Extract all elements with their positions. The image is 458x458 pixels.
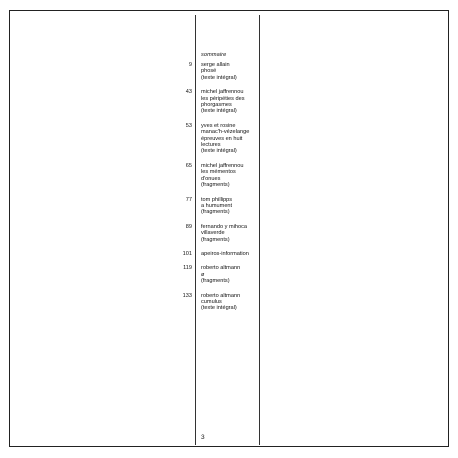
toc-line: ø: [201, 271, 205, 278]
toc-entry-text: [201, 89, 260, 115]
toc-line: phorgasmes: [201, 102, 232, 109]
toc-line: roberto altmann: [201, 292, 241, 299]
toc-page-number: 77: [185, 196, 192, 203]
toc-line: (fragments): [201, 236, 230, 243]
toc-entry-text: [201, 62, 260, 81]
page-border-bottom: [9, 446, 449, 447]
toc-line: lectures: [201, 142, 221, 149]
toc-line: (texte intégral): [201, 305, 237, 312]
toc-line: les mémentos: [201, 169, 236, 176]
toc-entry: [160, 123, 260, 155]
toc-page-number: 43: [185, 89, 192, 96]
toc-page-number: 89: [185, 223, 192, 230]
toc-line: apeiros-information: [201, 250, 249, 257]
toc-line: michel jaffrennou: [201, 162, 244, 169]
toc-entry-text: [201, 163, 260, 189]
page-border-right: [448, 10, 449, 447]
toc-page-number: 133: [182, 292, 192, 299]
toc-line: épreuves en huit: [201, 135, 243, 142]
toc-entry-text: [201, 293, 260, 312]
toc-entry-text: [201, 123, 260, 155]
toc-line: (fragments): [201, 182, 230, 189]
toc-page-number: 65: [185, 162, 192, 169]
toc-entry: [160, 62, 260, 81]
toc-page-number: 119: [183, 265, 192, 272]
toc-entry-text: [201, 265, 260, 284]
page-border-top: [9, 10, 449, 11]
toc-entry: [160, 197, 260, 216]
toc-entry-text: [201, 197, 260, 216]
toc-entry: [160, 163, 260, 189]
toc-line: (texte intégral): [201, 108, 237, 115]
toc-line: michel jaffrennou: [201, 89, 244, 96]
contents-heading: sommaire: [201, 52, 227, 58]
toc-entry: [160, 224, 260, 243]
page-border-left: [9, 10, 10, 447]
toc-page-number: 53: [185, 122, 192, 129]
toc-line: manac'h-vézelange: [201, 129, 250, 136]
toc-entry-text: [201, 251, 260, 257]
toc-line: d'onues: [201, 175, 221, 182]
toc-line: a humument: [201, 202, 233, 209]
toc-line: roberto altmann: [201, 265, 241, 272]
toc-line: phosé: [201, 68, 217, 75]
toc-entry-text: [201, 224, 260, 243]
toc-line: (texte intégral): [201, 74, 237, 81]
toc-line: villaverde: [201, 230, 225, 237]
toc-line: (fragments): [201, 209, 230, 216]
toc-entry: [160, 89, 260, 115]
toc-line: serge allain: [201, 62, 230, 68]
toc-entry: [160, 293, 260, 312]
table-of-contents: [160, 62, 260, 312]
toc-entry: [160, 251, 260, 257]
toc-line: cumulus: [201, 298, 222, 305]
toc-line: (texte intégral): [201, 148, 237, 155]
toc-line: yves et rosine: [201, 122, 236, 129]
toc-page-number: 101: [182, 250, 192, 257]
toc-entry: [160, 265, 260, 284]
toc-line: (fragments): [201, 278, 230, 285]
toc-line: tom phillipps: [201, 196, 233, 203]
toc-line: fernando y mihoca: [201, 223, 248, 230]
toc-page-number: 9: [188, 62, 192, 68]
page-number: 3: [201, 434, 205, 441]
toc-line: les péripéties des: [201, 95, 245, 102]
